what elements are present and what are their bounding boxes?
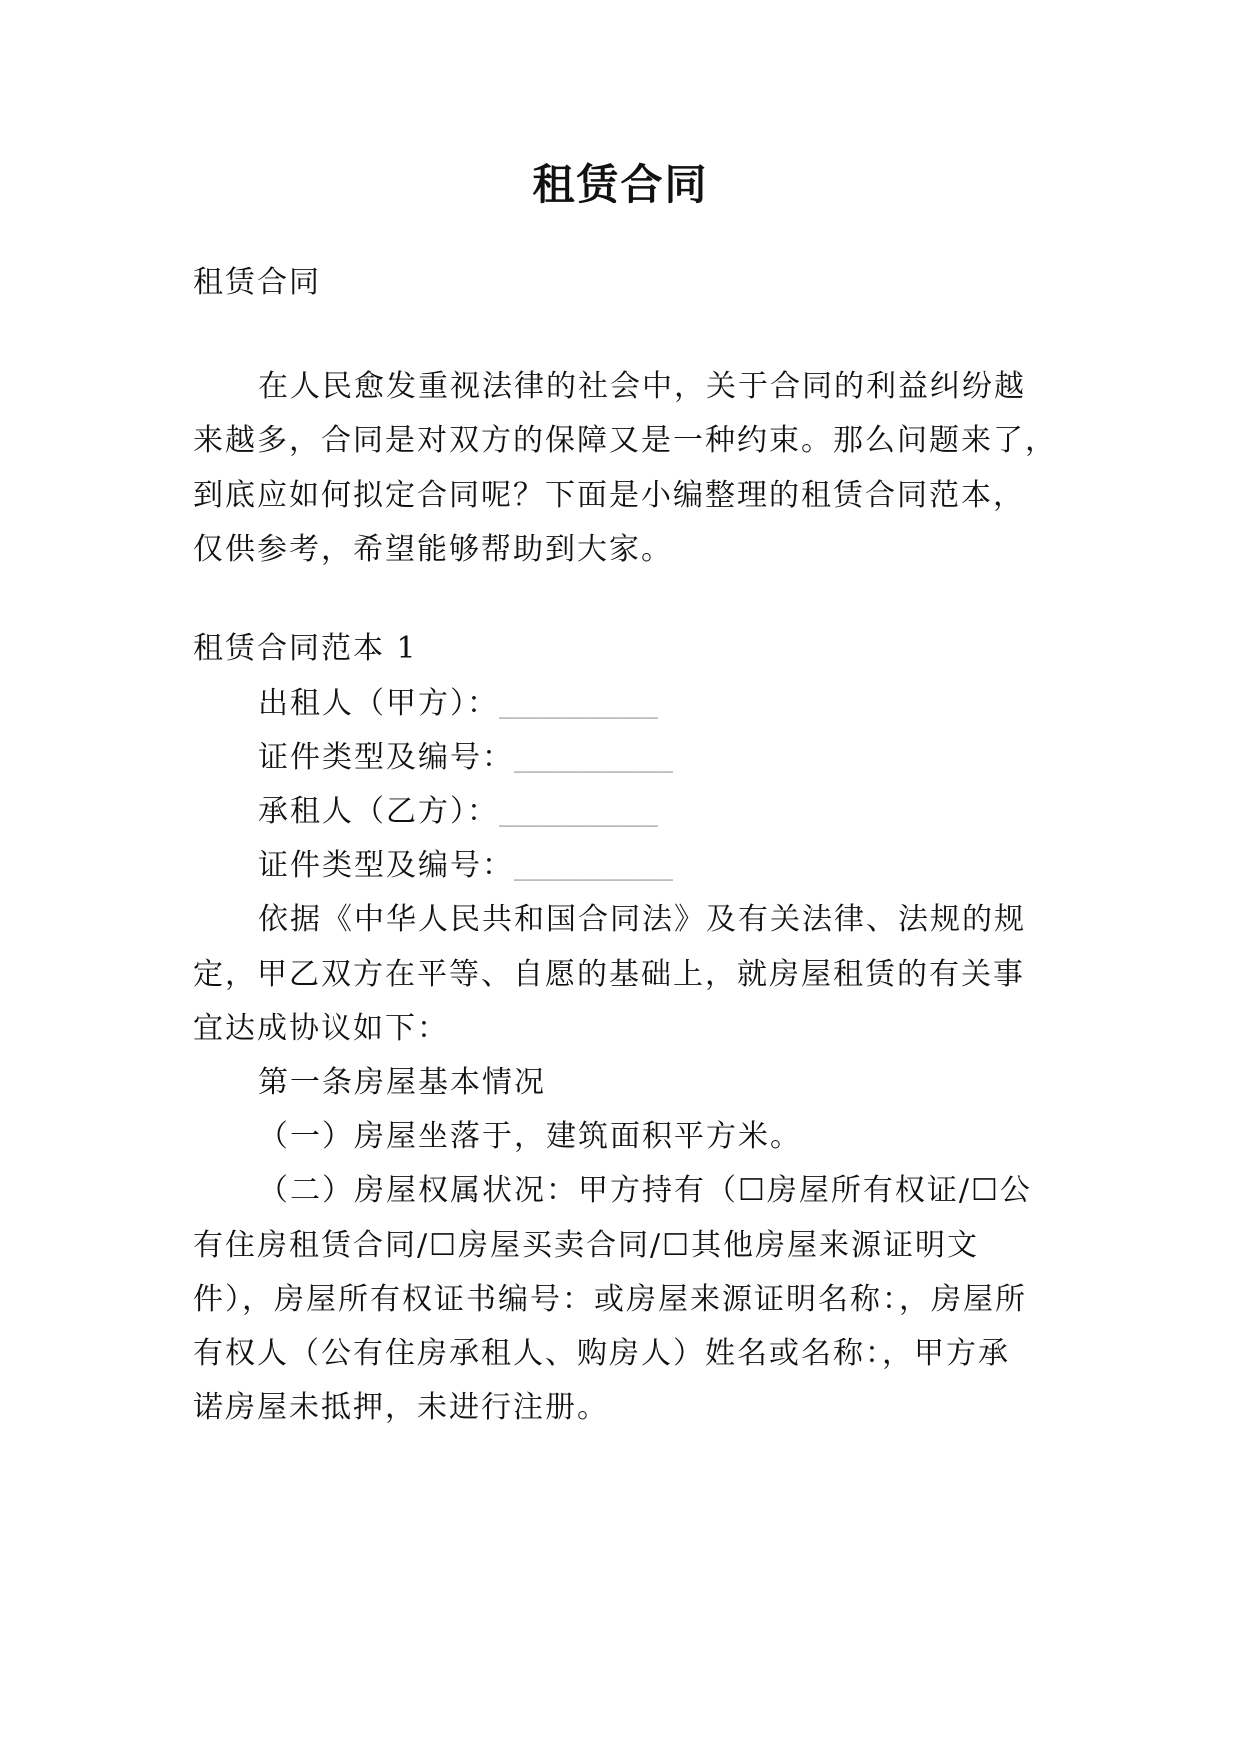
intro-line-4: 仅供参考，希望能够帮助到大家。 bbox=[193, 532, 673, 567]
party-lessor-label: 出租人（甲方）： bbox=[258, 686, 499, 721]
intro-line-3: 到底应如何拟定合同呢？下面是小编整理的租赁合同范本， bbox=[193, 478, 1025, 513]
party-lessee-id-blank: ____________ bbox=[514, 856, 673, 881]
basis-line-2: 定，甲乙双方在平等、自愿的基础上，就房屋租赁的有关事 bbox=[193, 957, 1025, 992]
party-lessee-line bbox=[258, 792, 658, 835]
party-lessee-id-label: 证件类型及编号： bbox=[258, 848, 514, 883]
document-title: 租赁合同 bbox=[532, 160, 709, 209]
article1-item2-line-4: 有权人（公有住房承租人、购房人）姓名或名称：，甲方承 bbox=[193, 1336, 1010, 1371]
party-lessor-blank: ____________ bbox=[499, 694, 658, 719]
basis-line-3: 宜达成协议如下： bbox=[193, 1011, 449, 1046]
basis-line-1: 依据《中华人民共和国合同法》及有关法律、法规的规 bbox=[258, 902, 1026, 937]
party-lessee-label: 承租人（乙方）： bbox=[258, 794, 499, 829]
article1-title: 第一条房屋基本情况 bbox=[258, 1065, 546, 1100]
article1-item2-line-1: （二）房屋权属状况：甲方持有（☐房屋所有权证/☐公 bbox=[258, 1173, 1032, 1208]
party-lessor-id-blank: ____________ bbox=[514, 748, 673, 773]
party-lessor-id-label: 证件类型及编号： bbox=[258, 740, 514, 775]
intro-line-2: 来越多，合同是对双方的保障又是一种约束。那么问题来了， bbox=[193, 423, 1057, 458]
party-lessor-line bbox=[258, 684, 658, 727]
article1-item2-line-5: 诺房屋未抵押，未进行注册。 bbox=[193, 1390, 609, 1425]
party-lessor-id-line bbox=[258, 738, 673, 781]
article1-item2-line-2: 有住房租赁合同/☐房屋买卖合同/☐其他房屋来源证明文 bbox=[193, 1228, 980, 1263]
party-lessee-blank: ____________ bbox=[499, 802, 658, 827]
article1-item1: （一）房屋坐落于，建筑面积平方米。 bbox=[258, 1119, 802, 1154]
sample-heading: 租赁合同范本 1 bbox=[193, 631, 418, 666]
article1-item2-line-3: 件），房屋所有权证书编号：或房屋来源证明名称：，房屋所 bbox=[193, 1282, 1027, 1317]
document-subtitle: 租赁合同 bbox=[193, 265, 321, 300]
party-lessee-id-line bbox=[258, 846, 673, 889]
intro-line-1: 在人民愈发重视法律的社会中，关于合同的利益纠纷越 bbox=[258, 369, 1026, 404]
